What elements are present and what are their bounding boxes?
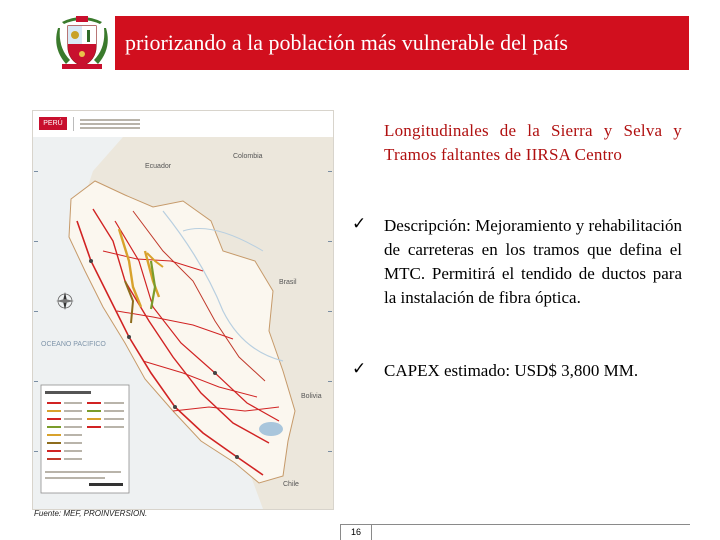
description-item: Descripción: Mejoramiento y rehabilitación de carreteras en los tramos que defina el MTC. Permitirá el tendido de ductos para la instalación de fibra óptica. (384, 216, 682, 307)
project-subtitle: Longitudinales de la Sierra y Selva y Tramos faltantes de IIRSA Centro (384, 121, 682, 164)
peru-road-network-map (32, 110, 334, 510)
label-colombia: Colombia (233, 153, 263, 160)
checkmark-icon: ✓ (352, 359, 367, 379)
slide-title: priorizando a la población más vulnerable del país (125, 30, 568, 55)
capex-item: CAPEX estimado: USD$ 3,800 MM. (384, 361, 639, 380)
label-brasil: Brasil (279, 279, 297, 286)
label-ecuador: Ecuador (145, 163, 172, 170)
peru-tag: PERÚ (39, 117, 67, 130)
map-graphic (33, 111, 333, 509)
label-oceano-pacifico: OCEANO PACIFICO (41, 341, 106, 348)
source-note: Fuente: MEF, PROINVERSION. (34, 509, 148, 518)
label-bolivia: Bolivia (301, 393, 322, 400)
label-chile: Chile (283, 481, 299, 488)
page-number: 16 (350, 527, 361, 537)
footer-divider (340, 524, 690, 525)
page-number-box (340, 525, 372, 540)
checkmark-icon: ✓ (352, 214, 367, 234)
header-bar (115, 16, 689, 70)
peru-coat-of-arms-icon (56, 14, 108, 72)
